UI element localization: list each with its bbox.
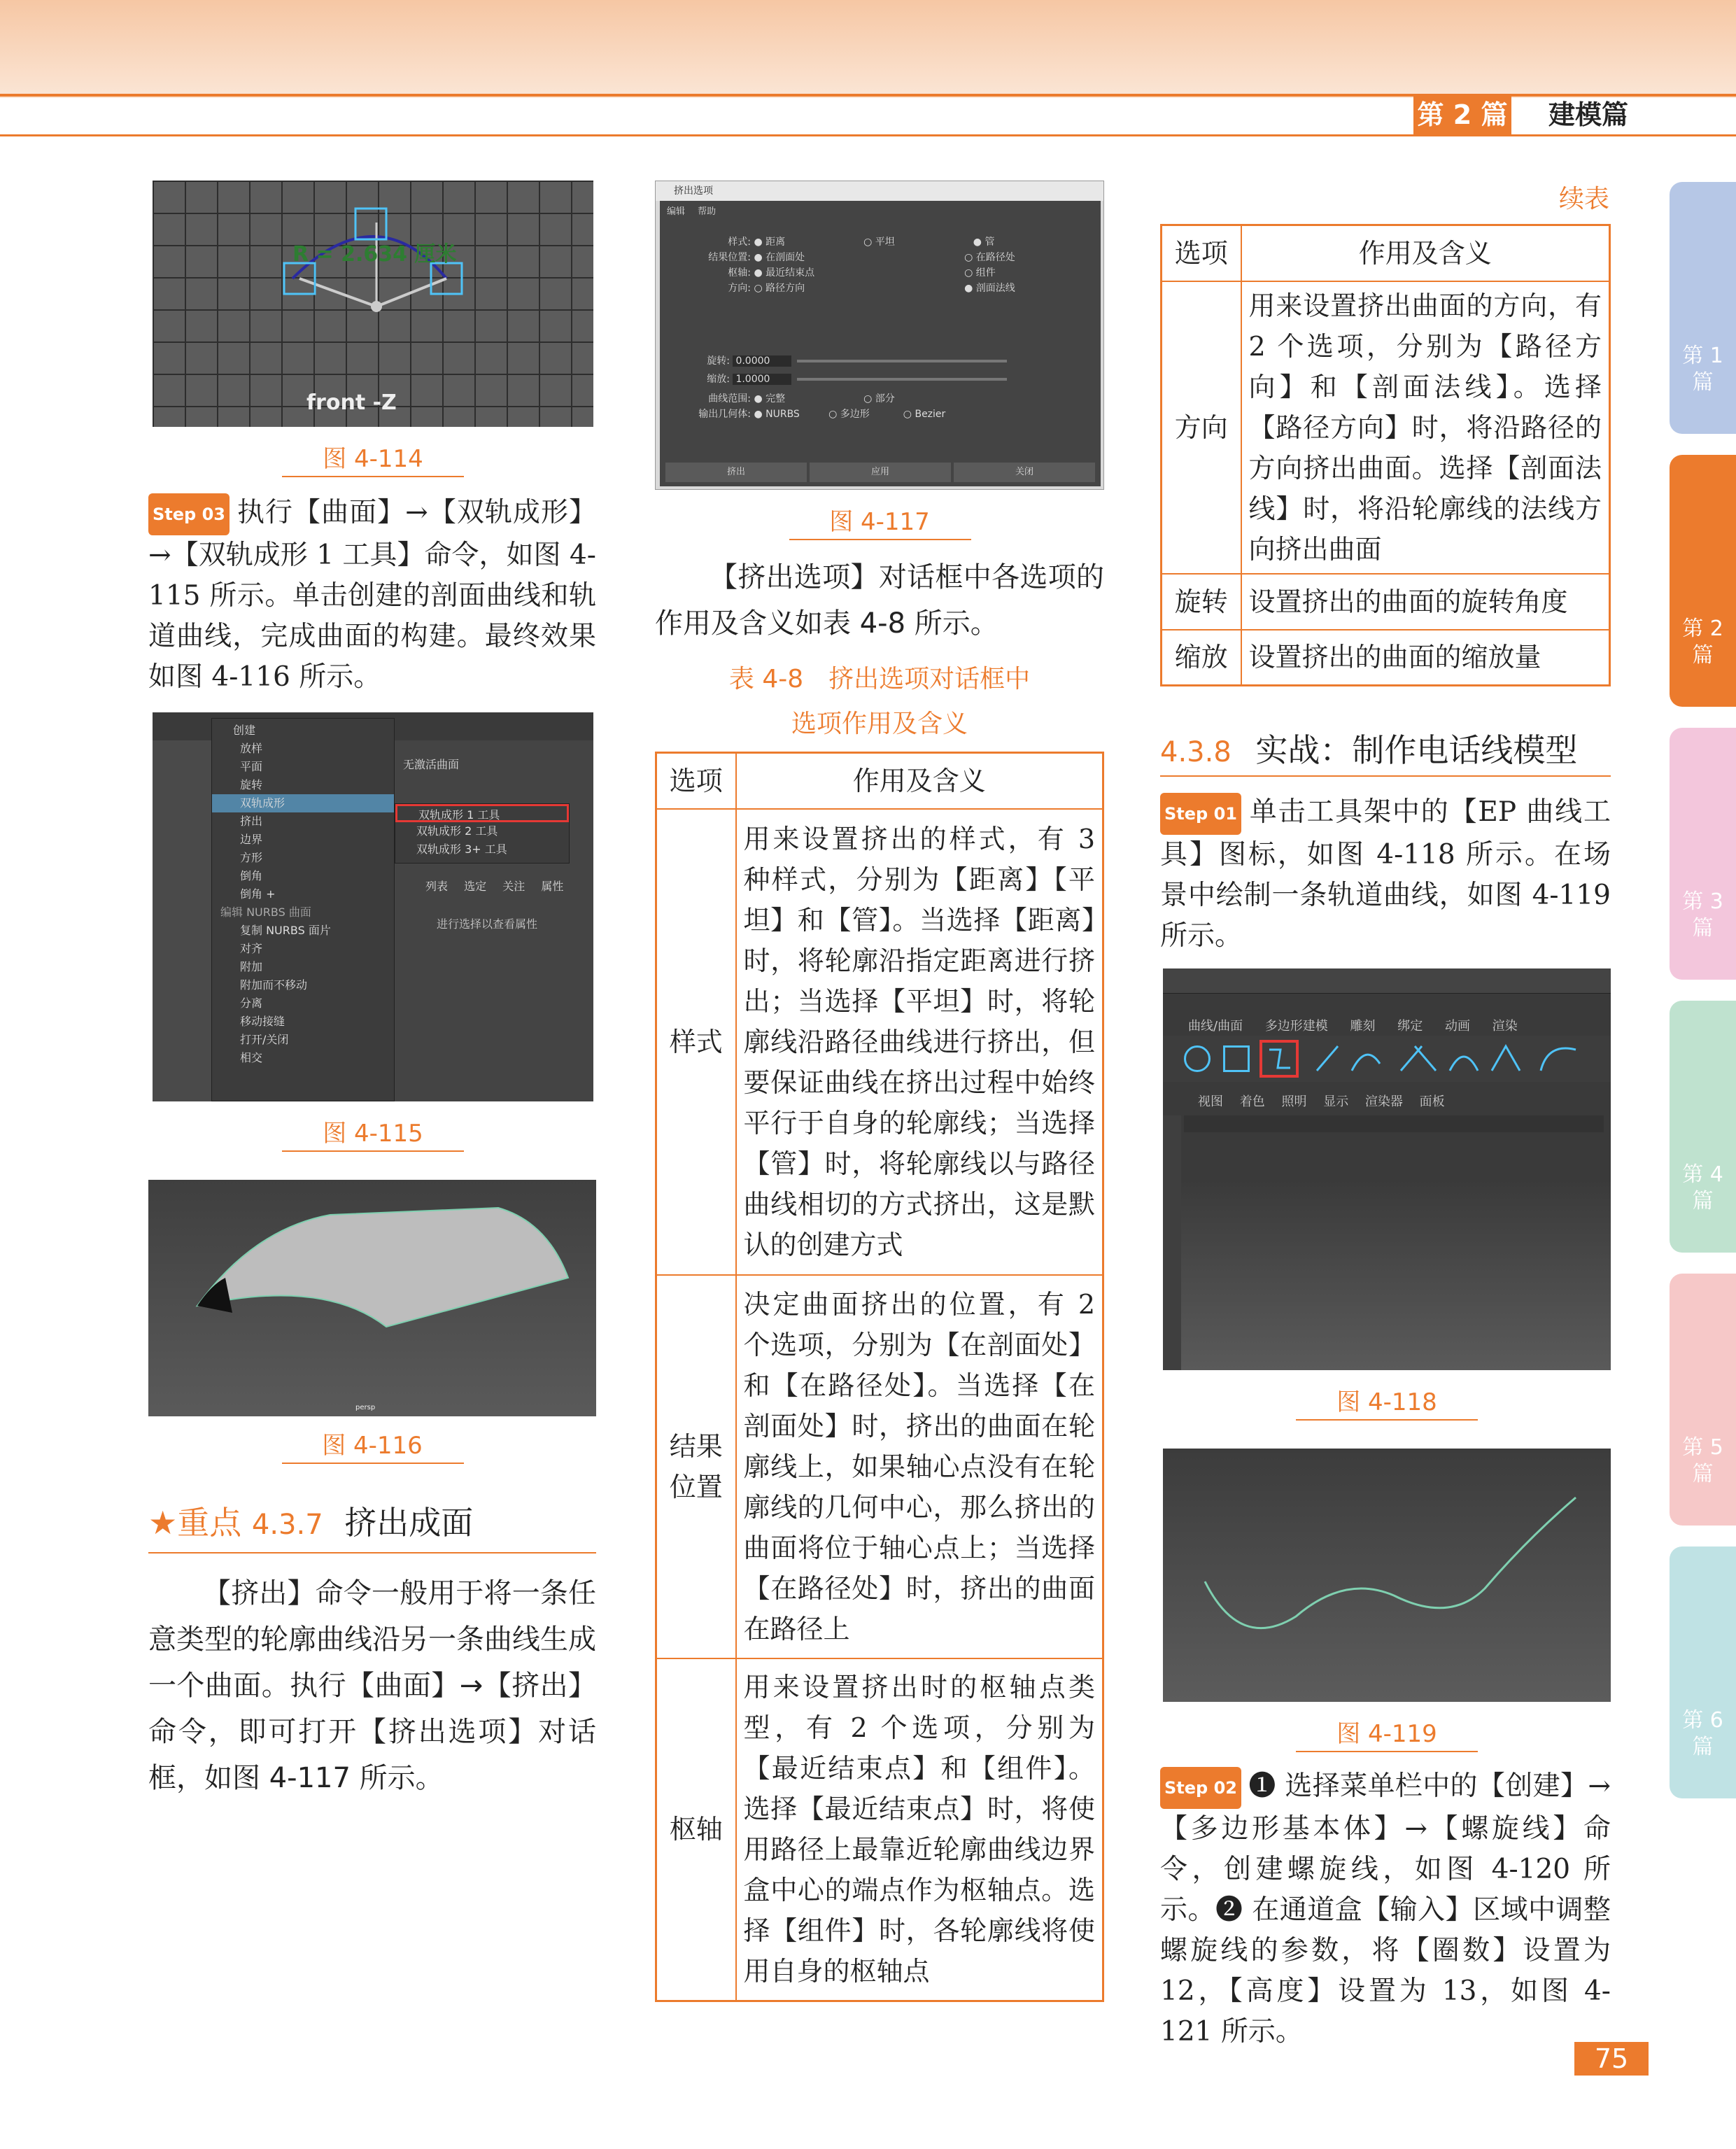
circle-curve-icon[interactable] xyxy=(1184,1045,1211,1072)
radio-option[interactable]: 在路径处 xyxy=(975,252,1015,263)
menu-item[interactable]: 倒角 xyxy=(240,869,263,882)
option-desc: 决定曲面挤出的位置，有 2 个选项，分别为【在剖面处】和【在路径处】。当选择【在剖面处】时，挤出的曲面在轮廓线上，如果轴心点没有在轮廓线的几何中心，那么挤出的曲面将位于轴心点上；当选择【在路径处】时，挤出的曲面在路径上 xyxy=(736,1275,1103,1658)
row-label: 结果位置: xyxy=(708,252,751,263)
menu-item[interactable]: 附加而不移动 xyxy=(240,978,308,992)
figure-4-119 xyxy=(1163,1449,1611,1702)
menu-item-highlighted[interactable]: 双轨成形 xyxy=(212,794,394,812)
page-number: 75 xyxy=(1574,2042,1649,2076)
figure-4-114 xyxy=(153,181,593,427)
style-row: 样式: ● 距离 ○ 平坦 ● 管 xyxy=(674,234,1094,248)
menu-item[interactable]: 移动接缝 xyxy=(240,1015,285,1028)
panel-menu[interactable]: 显示 xyxy=(1323,1094,1349,1109)
tool-box xyxy=(1163,1115,1181,1370)
scale-slider[interactable] xyxy=(797,378,1007,381)
options-table-continued xyxy=(1160,224,1611,686)
radio-option[interactable]: Bezier xyxy=(915,409,946,420)
option-desc: 设置挤出的曲面的缩放量 xyxy=(1241,630,1610,686)
step03-paragraph xyxy=(148,493,596,698)
caption-underline xyxy=(282,1463,464,1464)
attribute-tabs xyxy=(425,878,563,894)
row-label: 旋转: xyxy=(707,355,730,367)
attribute-tab[interactable]: 选定 xyxy=(464,880,487,893)
option-name: 枢轴 xyxy=(656,1658,736,2001)
figure-caption: 图 4-116 xyxy=(322,1432,423,1460)
submenu-item-highlighted[interactable]: 双轨成形 1 工具 xyxy=(395,804,569,822)
radio-option[interactable]: 平坦 xyxy=(875,237,895,248)
menu-edit[interactable]: 编辑 xyxy=(667,206,686,217)
menu-item[interactable]: 方形 xyxy=(240,851,263,864)
side-tab-label: 第 4 篇 xyxy=(1682,1162,1723,1213)
section-heading-4-3-8 xyxy=(1160,725,1611,771)
table-row xyxy=(656,1275,1103,1658)
menu-item[interactable]: 倒角 + xyxy=(240,887,276,901)
side-tab-label: 第 5 篇 xyxy=(1682,1435,1723,1486)
radio-option[interactable]: 最近结束点 xyxy=(765,267,815,279)
menu-item[interactable]: 对齐 xyxy=(240,942,263,955)
header-cell: 作用及含义 xyxy=(1241,225,1610,281)
scale-field-row xyxy=(674,372,1094,386)
figure-4-115 xyxy=(153,712,593,1101)
figure-caption: 图 4-119 xyxy=(1336,1720,1437,1748)
square-curve-icon[interactable] xyxy=(1223,1045,1250,1072)
step-badge: Step 03 xyxy=(148,493,230,535)
option-desc: 用来设置挤出的样式，有 3 种样式，分别为【距离】【平坦】和【管】。当选择【距离】时，将轮廓沿指定距离进行挤出；当选择【平坦】时，将轮廓线沿路径曲线进行挤出，但要保证曲线在挤出过程中始终平行于自身的轮廓线；当选择【管】时，将轮廓线以与路径曲线相切的方式挤出，这是默认的创建方式 xyxy=(736,809,1103,1275)
extrude-button[interactable]: 挤出 xyxy=(665,463,807,482)
table-row xyxy=(656,809,1103,1275)
step-text: 单击工具架中的【EP 曲线工具】图标，如图 4-118 所示。在场景中绘制一条轨道曲线，如图 4-119 所示。 xyxy=(1160,796,1611,952)
output-geometry-row: 输出几何体: ● NURBS ○ 多边形 ○ Bezier xyxy=(674,407,1094,421)
curve-tools-icons xyxy=(1310,1036,1590,1082)
table-title-line1: 表 4-8 挤出选项对话框中 xyxy=(728,665,1031,693)
side-tab-label: 第 6 篇 xyxy=(1682,1708,1723,1759)
radio-option[interactable]: 部分 xyxy=(875,393,895,404)
table-title-line2: 选项作用及含义 xyxy=(791,710,968,738)
panel-menubar xyxy=(1163,1092,1611,1113)
caption-underline xyxy=(1296,1751,1478,1752)
row-label: 枢轴: xyxy=(728,267,751,279)
side-tab-1[interactable] xyxy=(1670,182,1736,434)
curve-range-row: 曲线范围: ● 完整 ○ 部分 xyxy=(674,391,1094,405)
caption-underline xyxy=(282,1150,464,1152)
table-header-row xyxy=(656,753,1103,809)
figure-4-117-dialog xyxy=(655,181,1104,490)
options-table xyxy=(655,752,1104,2002)
shelf-tab[interactable]: 动画 xyxy=(1445,1019,1471,1034)
surface-field: 无激活曲面 xyxy=(403,758,460,771)
menu-item[interactable]: 打开/关闭 xyxy=(240,1033,289,1046)
step02-paragraph xyxy=(1160,1766,1611,2052)
radio-option[interactable]: 距离 xyxy=(765,237,786,248)
menu-item[interactable]: 平面 xyxy=(240,760,263,773)
direction-row: 方向: ○ 路径方向 ● 剖面法线 xyxy=(674,281,1094,295)
header-cell: 作用及含义 xyxy=(736,753,1103,809)
scale-input[interactable]: 1.0000 xyxy=(733,374,791,385)
header-rule xyxy=(0,134,1736,136)
table-header-row xyxy=(1162,225,1610,281)
submenu-item[interactable]: 双轨成形 3+ 工具 xyxy=(416,843,507,856)
side-tab-label: 第 1 篇 xyxy=(1682,344,1723,395)
close-button[interactable]: 关闭 xyxy=(954,463,1095,482)
side-tab-3[interactable] xyxy=(1670,728,1736,980)
menu-section: 编辑 NURBS 曲面 xyxy=(220,906,311,919)
rotation-input[interactable]: 0.0000 xyxy=(733,355,791,367)
side-tab-6[interactable] xyxy=(1670,1546,1736,1798)
row-label: 缩放: xyxy=(707,374,730,385)
rotation-slider[interactable] xyxy=(797,360,1007,362)
option-name: 结果位置 xyxy=(656,1275,736,1658)
shelf-tabs xyxy=(1163,1016,1611,1034)
caption-underline xyxy=(789,539,971,540)
menu-help[interactable]: 帮助 xyxy=(698,206,717,217)
radio-option[interactable]: NURBS xyxy=(765,409,800,420)
step-text: ❶ 选择菜单栏中的【创建】→【多边形基本体】→【螺旋线】命令，创建螺旋线，如图 4-120 所示。❷ 在通道盒【输入】区域中调整螺旋线的参数，将【圈数】设置为 12，【高度】设置为 13，如图 4-121 所示。 xyxy=(1160,1770,1611,2048)
shelf-tab[interactable]: 渲染 xyxy=(1492,1019,1518,1034)
figure-caption: 图 4-115 xyxy=(323,1120,423,1148)
figure-caption: 图 4-118 xyxy=(1336,1388,1437,1416)
submenu-item[interactable]: 双轨成形 2 工具 xyxy=(416,824,498,838)
radio-option[interactable]: 在剖面处 xyxy=(765,252,805,263)
row-label: 曲线范围: xyxy=(708,393,751,404)
shelf-tab[interactable]: 绑定 xyxy=(1397,1019,1423,1034)
menu-item[interactable]: 附加 xyxy=(240,960,263,973)
dialog-title: 挤出选项 xyxy=(656,181,1104,201)
menu-item[interactable]: 边界 xyxy=(240,833,263,846)
table-row xyxy=(1162,574,1610,630)
radius-label: R = 2.634 厘米 xyxy=(292,242,457,267)
panel-menu[interactable]: 面板 xyxy=(1419,1094,1445,1109)
attribute-tab[interactable]: 列表 xyxy=(425,880,449,893)
table-row xyxy=(1162,630,1610,686)
figure-4-116 xyxy=(148,1180,596,1416)
step-badge: Step 01 xyxy=(1160,793,1241,835)
section-underline xyxy=(148,1552,596,1553)
attribute-tab[interactable]: 属性 xyxy=(541,880,564,893)
part-label: 第 2 篇 xyxy=(1413,95,1511,134)
continued-label: 续表 xyxy=(1558,185,1609,213)
radio-option[interactable]: 剖面法线 xyxy=(975,283,1015,294)
rotation-field-row xyxy=(674,353,1094,367)
view-label: front -Z xyxy=(306,390,397,415)
option-name: 方向 xyxy=(1162,281,1241,574)
option-name: 旋转 xyxy=(1162,574,1241,630)
option-name: 样式 xyxy=(656,809,736,1275)
header-cell: 选项 xyxy=(1162,225,1241,281)
panel-hint: 进行选择以查看属性 xyxy=(437,917,538,931)
apply-button[interactable]: 应用 xyxy=(810,463,951,482)
side-tab-2[interactable] xyxy=(1670,455,1736,707)
row-label: 样式: xyxy=(728,237,751,248)
menu-item[interactable]: 分离 xyxy=(240,996,263,1010)
step01-paragraph xyxy=(1160,792,1611,957)
option-desc: 用来设置挤出曲面的方向，有 2 个选项，分别为【路径方向】和【剖面法线】。选择【路径方向】时，将沿路径的方向挤出曲面。选择【剖面法线】时，将沿轮廓线的法线方向挤出曲面 xyxy=(1241,281,1610,574)
curved-surface xyxy=(148,1180,596,1416)
shelf-tab[interactable]: 曲线/曲面 xyxy=(1188,1019,1243,1034)
menu-item[interactable]: 旋转 xyxy=(240,778,263,791)
option-desc: 设置挤出的曲面的旋转角度 xyxy=(1241,574,1610,630)
side-tab-4[interactable] xyxy=(1670,1001,1736,1253)
dialog-menubar xyxy=(667,204,716,217)
option-desc: 用来设置挤出时的枢轴点类型，有 2 个选项，分别为【最近结束点】和【组件】。选择【最近结束点】时，将使用路径上最靠近轮廓曲线边界盒中心的端点作为枢轴点。选择【组件】时，各轮廓线将使用自身的枢轴点 xyxy=(736,1658,1103,2001)
menu-item[interactable]: 挤出 xyxy=(240,815,263,828)
part-title: 建模篇 xyxy=(1548,99,1628,130)
attribute-tab[interactable]: 关注 xyxy=(502,880,525,893)
header-cell: 选项 xyxy=(656,753,736,809)
caption-underline xyxy=(282,476,464,477)
submenu xyxy=(395,803,570,864)
menu-item[interactable]: 相交 xyxy=(240,1051,263,1064)
track-curve xyxy=(1163,1449,1611,1702)
side-tab-label: 第 3 篇 xyxy=(1682,889,1723,940)
section-heading-4-3-7 xyxy=(148,1498,596,1544)
result-position-row: 结果位置: ● 在剖面处 ○ 在路径处 xyxy=(674,250,1094,264)
view-label: persp xyxy=(355,1404,376,1411)
side-tab-5[interactable] xyxy=(1670,1274,1736,1526)
radio-option[interactable]: 管 xyxy=(985,237,995,248)
top-band xyxy=(0,0,1736,98)
caption-underline xyxy=(1296,1419,1478,1421)
radio-option[interactable]: 多边形 xyxy=(840,409,870,420)
star-label: ★重点 xyxy=(148,1504,242,1542)
table-row xyxy=(656,1658,1103,2001)
section-title: 挤出成面 xyxy=(344,1504,474,1542)
figure-caption: 图 4-117 xyxy=(829,508,930,536)
step-badge: Step 02 xyxy=(1160,1767,1241,1809)
figure-caption: 图 4-114 xyxy=(323,445,423,473)
shelf-tab[interactable]: 多边形建模 xyxy=(1264,1019,1328,1034)
panel-menu[interactable]: 着色 xyxy=(1239,1094,1265,1109)
row-label: 输出几何体: xyxy=(698,409,751,420)
menu-title: 创建 xyxy=(233,724,256,737)
body-paragraph: 【挤出】命令一般用于将一条任意类型的轮廓曲线沿另一条曲线生成一个曲面。执行【曲面】→【挤出】命令，即可打开【挤出选项】对话框，如图 4-117 所示。 xyxy=(148,1577,596,1794)
menu-item[interactable]: 复制 NURBS 面片 xyxy=(240,924,331,937)
ep-curve-tool-icon[interactable] xyxy=(1259,1040,1299,1078)
panel-menu[interactable]: 渲染器 xyxy=(1364,1094,1403,1109)
step-text: 执行【曲面】→【双轨成形】→【双轨成形 1 工具】命令，如图 4-115 所示。单击创建的剖面曲线和轨道曲线，完成曲面的构建。最终效果如图 4-116 所示。 xyxy=(148,497,596,693)
side-tab-label: 第 2 篇 xyxy=(1682,616,1723,668)
shelf-tab[interactable]: 雕刻 xyxy=(1350,1019,1376,1034)
panel-menu[interactable]: 视图 xyxy=(1198,1094,1223,1109)
panel-menu[interactable]: 照明 xyxy=(1281,1094,1307,1109)
section-title: 实战：制作电话线模型 xyxy=(1255,731,1578,769)
panel-toolbar xyxy=(1184,1115,1604,1132)
radio-option[interactable]: 路径方向 xyxy=(765,283,805,294)
shelf-icons xyxy=(1163,1036,1611,1082)
section-number: 4.3.8 xyxy=(1160,736,1232,768)
table-intro: 【挤出选项】对话框中各选项的作用及含义如表 4-8 所示。 xyxy=(655,561,1104,640)
row-label: 方向: xyxy=(728,283,751,294)
surface-menu xyxy=(211,718,395,1101)
option-name: 缩放 xyxy=(1162,630,1241,686)
section-underline xyxy=(1160,775,1611,777)
radio-option[interactable]: 组件 xyxy=(975,267,996,279)
menu-item[interactable]: 放样 xyxy=(240,742,263,755)
table-row xyxy=(1162,281,1610,574)
radio-option[interactable]: 完整 xyxy=(765,393,786,404)
figure-4-118 xyxy=(1163,968,1611,1370)
section-number: 4.3.7 xyxy=(251,1509,323,1541)
pivot-row: 枢轴: ● 最近结束点 ○ 组件 xyxy=(674,265,1094,279)
